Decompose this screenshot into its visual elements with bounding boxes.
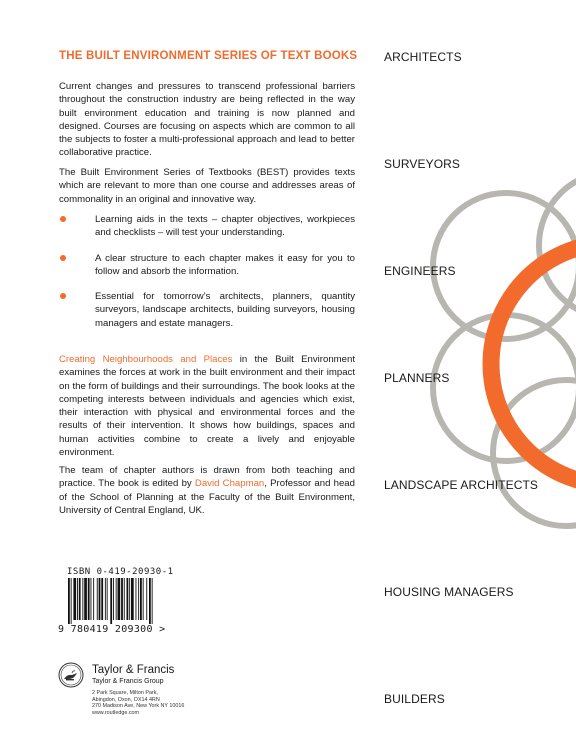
publisher-address — [92, 690, 184, 716]
series-title: THE BUILT ENVIRONMENT SERIES OF TEXT BOOKS — [59, 50, 358, 62]
publisher-group: Taylor & Francis Group — [92, 678, 164, 685]
list-item-text: Essential for tomorrow’s architects, planners, quantity surveyors, landscape architects, building surveyors, housing managers and estate managers. — [95, 291, 355, 329]
profession-architects: ARCHITECTS — [384, 50, 462, 64]
book-title: Creating Neighbourhoods and Places — [59, 354, 233, 365]
editor-bio: , Professor and head of the School of Planning at the Faculty of the Built Environment, University of Central England, UK. — [59, 478, 355, 516]
list-item — [59, 213, 355, 240]
bullet-dot-icon — [60, 216, 66, 222]
book-description-text: examines the forces at work in the built environment and their impact on the form of buildings and their surroundings. The book looks at the competing interests between individuals and agencies which exist, their interaction with physical and environmental forces and the results of their intervention. It shows how buildings, spaces and human activities combine to create a lively and enjoyable environment. — [59, 367, 355, 459]
bullet-dot-icon — [60, 255, 66, 261]
feature-list — [59, 213, 355, 342]
book-title-rest: in the Built Environment — [232, 354, 355, 365]
profession-builders: BUILDERS — [384, 692, 445, 706]
barcode-digits-text: 9 780419 209300 — [58, 624, 153, 635]
address-line: 270 Madison Ave, New York NY 10016 — [92, 703, 185, 710]
barcode-arrow: > — [159, 624, 166, 635]
bullet-dot-icon — [60, 293, 66, 299]
barcode-number — [58, 624, 165, 635]
barcode-icon — [67, 578, 183, 624]
list-item-text: Learning aids in the texts – chapter objectives, workpieces and checklists – will test your understanding. — [95, 214, 355, 239]
best-paragraph: The Built Environment Series of Textbooks (BEST) provides texts which are relevant to more than one course and addresses areas of commonality in an original and innovative way. — [59, 167, 355, 205]
intro-paragraph: Current changes and pressures to transcend professional barriers throughout the construction industry are being reflected in the way built environment education and training is now planned and designed. Courses are focusing on aspects which are common to all the subjects to foster a multi-professional approach and lead to better collaborative practice. — [59, 81, 355, 159]
orange-ring — [491, 243, 576, 485]
editor-name: David Chapman — [194, 478, 265, 490]
address-line: www.routledge.com — [92, 709, 140, 716]
isbn: ISBN 0-419-20930-1 — [67, 567, 174, 577]
profession-housing-managers: HOUSING MANAGERS — [384, 585, 514, 599]
publisher-lamp-logo-icon — [58, 662, 84, 688]
address-line: Abingdon, Oxon, OX14 4RN — [92, 696, 160, 703]
profession-landscape-architects: LANDSCAPE ARCHITECTS — [384, 478, 539, 492]
editor-intro: The team of chapter authors is drawn from both teaching and practice. The book is edited by — [59, 465, 355, 490]
book-description — [59, 353, 355, 459]
list-item — [59, 290, 355, 330]
publisher-name: Taylor & Francis — [92, 664, 175, 676]
editor-paragraph — [59, 464, 355, 517]
list-item-text: A clear structure to each chapter makes it easy for you to follow and absorb the information. — [95, 252, 355, 277]
profession-planners: PLANNERS — [384, 371, 450, 385]
profession-surveyors: SURVEYORS — [384, 157, 461, 171]
address-line: 2 Park Square, Milton Park, — [92, 690, 158, 696]
list-item — [59, 252, 355, 279]
profession-engineers: ENGINEERS — [384, 264, 456, 278]
